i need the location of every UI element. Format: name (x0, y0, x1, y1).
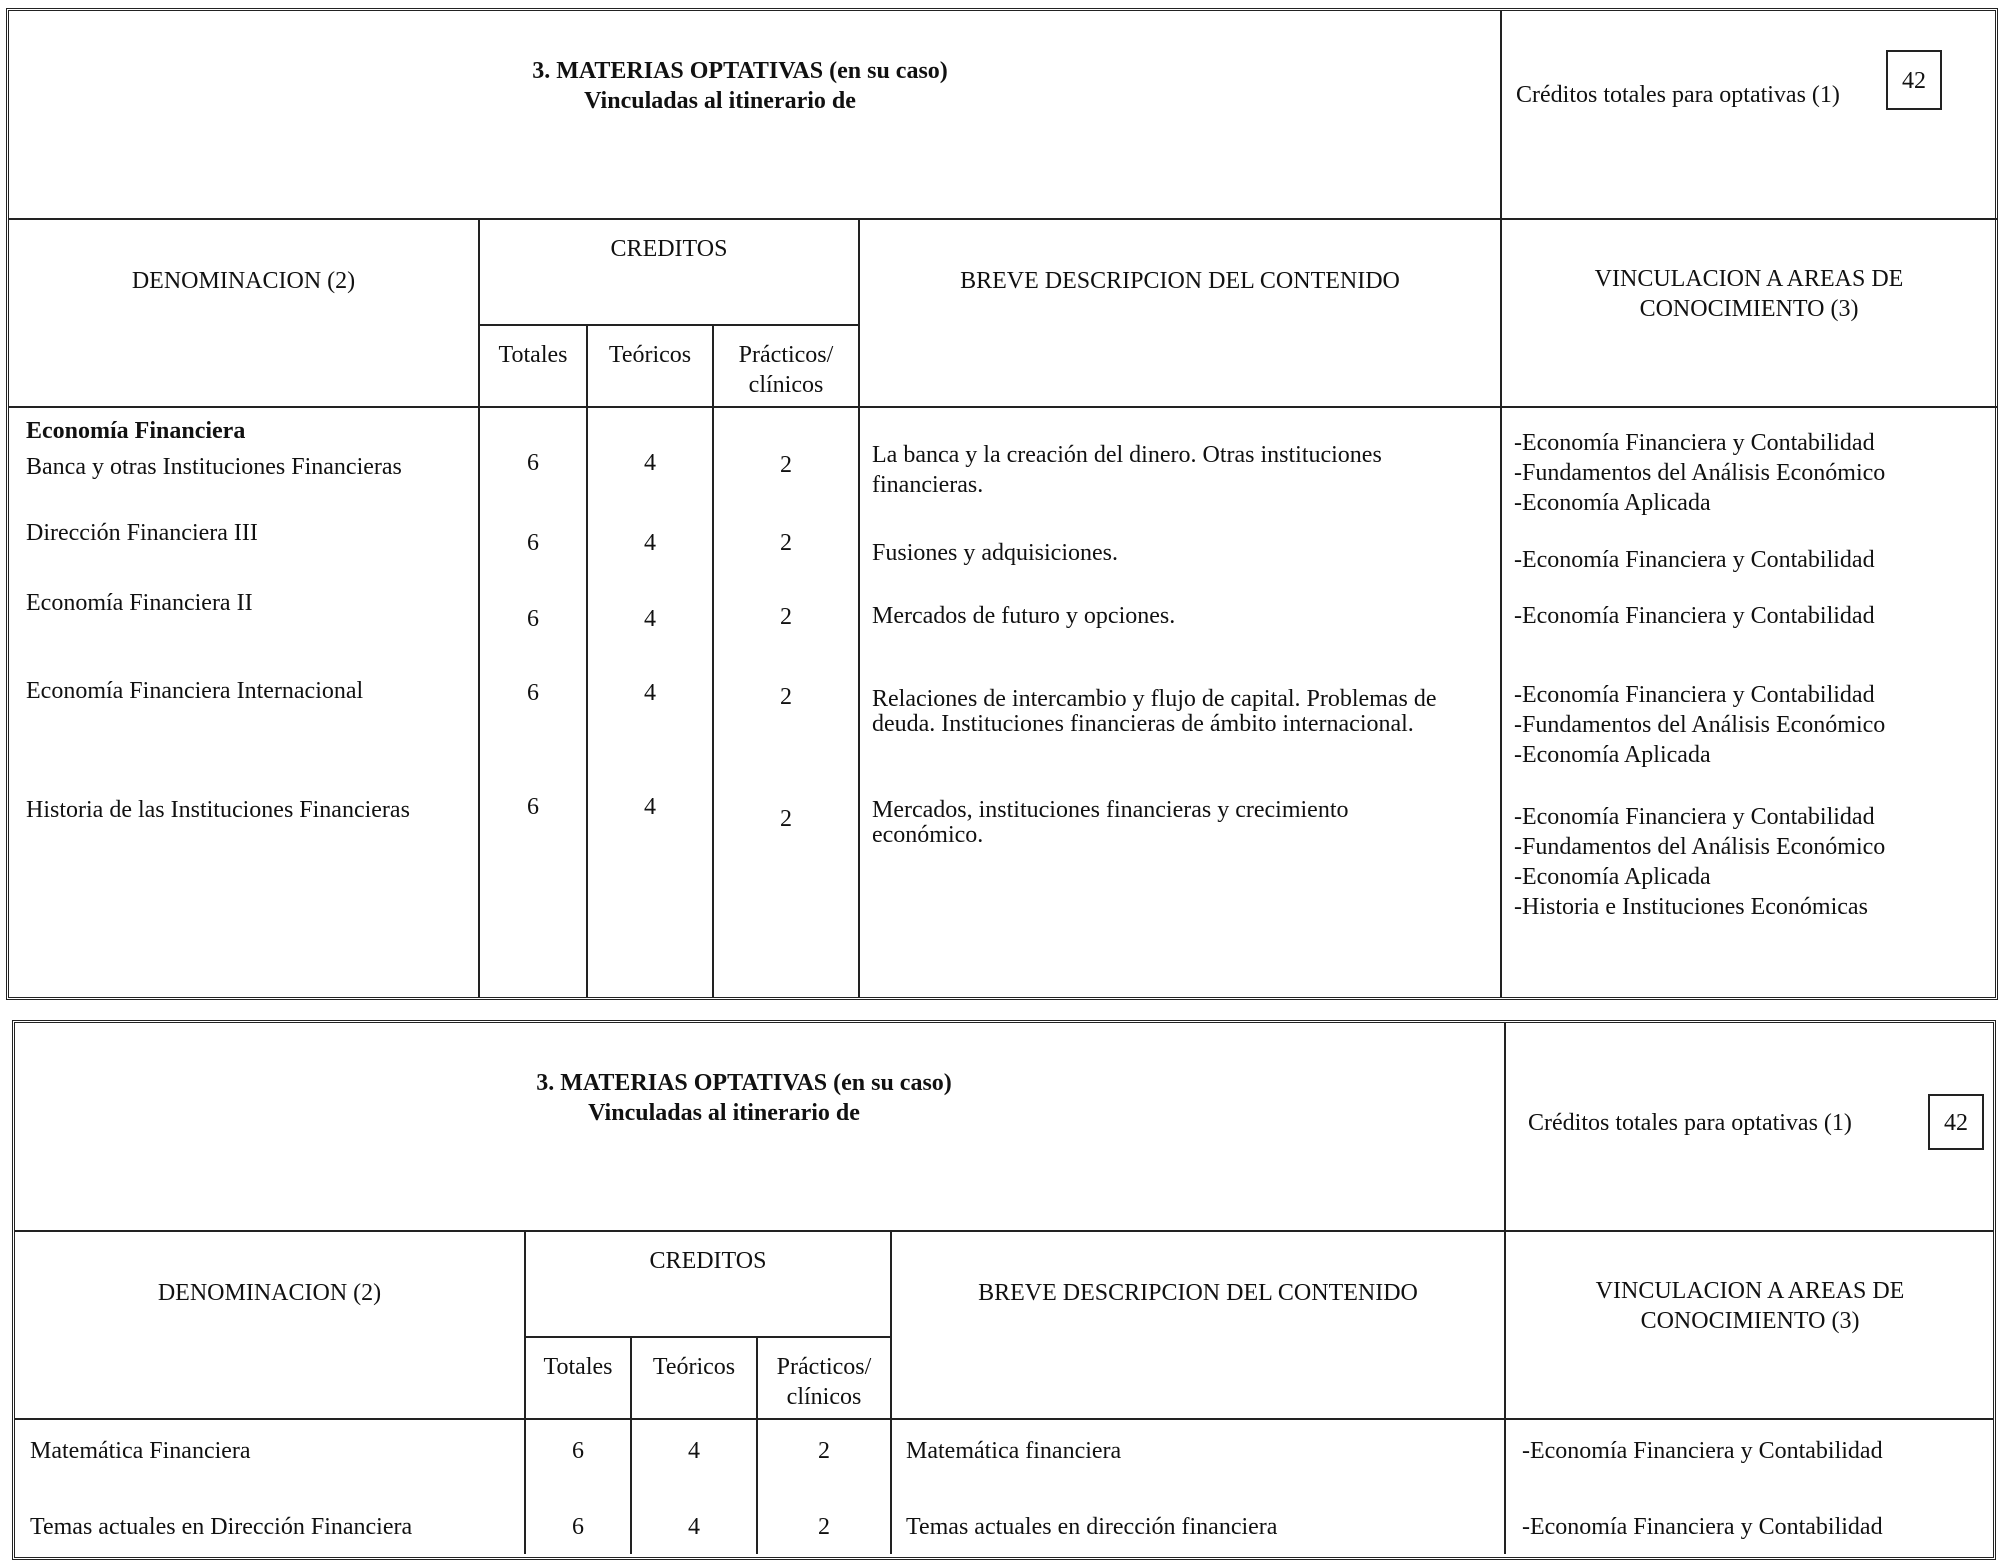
cell-practicos: 2 (818, 1514, 830, 1540)
divider (15, 1230, 1993, 1232)
cell-area: -Economía Financiera y Contabilidad (1522, 1438, 1883, 1464)
table-row-name: Economía Financiera II (26, 590, 253, 616)
cell-teoricos: 4 (644, 794, 656, 820)
col-practicos: Prácticos/ (738, 342, 834, 368)
col-teoricos: Teóricos (652, 1354, 736, 1380)
cell-totales: 6 (572, 1438, 584, 1464)
credits-label: Créditos totales para optativas (1) (1516, 82, 1840, 108)
col-practicos-line2: clínicos (786, 1384, 862, 1410)
header-subtitle: Vinculadas al itinerario de (584, 88, 856, 114)
divider (586, 325, 588, 998)
col-vinculacion-line2: CONOCIMIENTO (3) (1640, 1308, 1860, 1334)
col-descripcion: BREVE DESCRIPCION DEL CONTENIDO (978, 1280, 1418, 1306)
divider (15, 1418, 1993, 1420)
col-practicos: Prácticos/ (776, 1354, 872, 1380)
cell-practicos: 2 (780, 530, 792, 556)
divider (478, 324, 858, 326)
col-vinculacion-line2: CONOCIMIENTO (3) (1639, 296, 1859, 322)
col-descripcion: BREVE DESCRIPCION DEL CONTENIDO (960, 268, 1400, 294)
table-row-name: Banca y otras Instituciones Financieras (26, 454, 402, 480)
col-creditos: CREDITOS (610, 236, 728, 262)
col-practicos-line2: clínicos (748, 372, 824, 398)
divider (524, 1231, 526, 1554)
col-vinculacion: VINCULACION A AREAS DE (1595, 1278, 1905, 1304)
col-denominacion: DENOMINACION (2) (131, 268, 356, 294)
cell-practicos: 2 (780, 684, 792, 710)
cell-teoricos: 4 (688, 1438, 700, 1464)
cell-desc: Mercados, instituciones financieras y crecimiento (872, 797, 1349, 823)
cell-area: -Economía Aplicada (1514, 490, 1711, 516)
cell-desc: económico. (872, 822, 984, 848)
credits-value-box: 42 (1928, 1094, 1984, 1150)
divider (1500, 10, 1502, 998)
cell-totales: 6 (527, 450, 539, 476)
table-row-name: Economía Financiera Internacional (26, 678, 364, 704)
cell-area: -Economía Aplicada (1514, 742, 1711, 768)
header-title: 3. MATERIAS OPTATIVAS (en su caso) (536, 1070, 952, 1096)
cell-desc: La banca y la creación del dinero. Otras instituciones (872, 442, 1382, 468)
col-creditos: CREDITOS (649, 1248, 767, 1274)
divider (9, 218, 1997, 220)
divider (858, 219, 860, 998)
col-totales: Totales (498, 342, 568, 368)
col-vinculacion: VINCULACION A AREAS DE (1594, 266, 1904, 292)
cell-practicos: 2 (780, 604, 792, 630)
credits-value-box: 42 (1886, 50, 1942, 110)
cell-teoricos: 4 (644, 606, 656, 632)
cell-desc: Fusiones y adquisiciones. (872, 540, 1118, 566)
cell-area: -Economía Financiera y Contabilidad (1522, 1514, 1883, 1540)
cell-area: -Historia e Instituciones Económicas (1514, 894, 1868, 920)
cell-area: -Fundamentos del Análisis Económico (1514, 834, 1886, 860)
cell-practicos: 2 (780, 452, 792, 478)
table-row-name: Temas actuales en Dirección Financiera (30, 1514, 413, 1540)
table-row-name: Matemática Financiera (30, 1438, 251, 1464)
cell-totales: 6 (527, 794, 539, 820)
cell-area: -Economía Financiera y Contabilidad (1514, 682, 1875, 708)
divider (9, 406, 1997, 408)
table-row-name: Historia de las Instituciones Financieras (26, 797, 410, 823)
cell-area: -Economía Financiera y Contabilidad (1514, 430, 1875, 456)
table-row-name: Dirección Financiera III (26, 520, 258, 546)
cell-teoricos: 4 (644, 450, 656, 476)
cell-totales: 6 (572, 1514, 584, 1540)
cell-desc: Relaciones de intercambio y flujo de capital. Problemas de (872, 686, 1437, 712)
cell-area: -Economía Aplicada (1514, 864, 1711, 890)
cell-desc: deuda. Instituciones financieras de ámbito internacional. (872, 711, 1414, 737)
cell-area: -Economía Financiera y Contabilidad (1514, 804, 1875, 830)
cell-practicos: 2 (780, 806, 792, 832)
credits-label: Créditos totales para optativas (1) (1528, 1110, 1852, 1136)
col-totales: Totales (543, 1354, 613, 1380)
header-subtitle: Vinculadas al itinerario de (588, 1100, 860, 1126)
col-denominacion: DENOMINACION (2) (157, 1280, 382, 1306)
header-title: 3. MATERIAS OPTATIVAS (en su caso) (532, 58, 948, 84)
cell-area: -Economía Financiera y Contabilidad (1514, 603, 1875, 629)
cell-practicos: 2 (818, 1438, 830, 1464)
col-teoricos: Teóricos (608, 342, 692, 368)
cell-desc: Mercados de futuro y opciones. (872, 603, 1176, 629)
cell-desc: Matemática financiera (906, 1438, 1122, 1464)
cell-totales: 6 (527, 680, 539, 706)
cell-desc: Temas actuales en dirección financiera (906, 1514, 1278, 1540)
cell-desc: financieras. (872, 472, 984, 498)
divider (712, 325, 714, 998)
cell-area: -Fundamentos del Análisis Económico (1514, 712, 1886, 738)
group-title: Economía Financiera (26, 418, 246, 444)
divider (524, 1336, 890, 1338)
cell-teoricos: 4 (644, 530, 656, 556)
cell-area: -Fundamentos del Análisis Económico (1514, 460, 1886, 486)
cell-teoricos: 4 (688, 1514, 700, 1540)
cell-area: -Economía Financiera y Contabilidad (1514, 547, 1875, 573)
cell-totales: 6 (527, 606, 539, 632)
cell-totales: 6 (527, 530, 539, 556)
cell-teoricos: 4 (644, 680, 656, 706)
